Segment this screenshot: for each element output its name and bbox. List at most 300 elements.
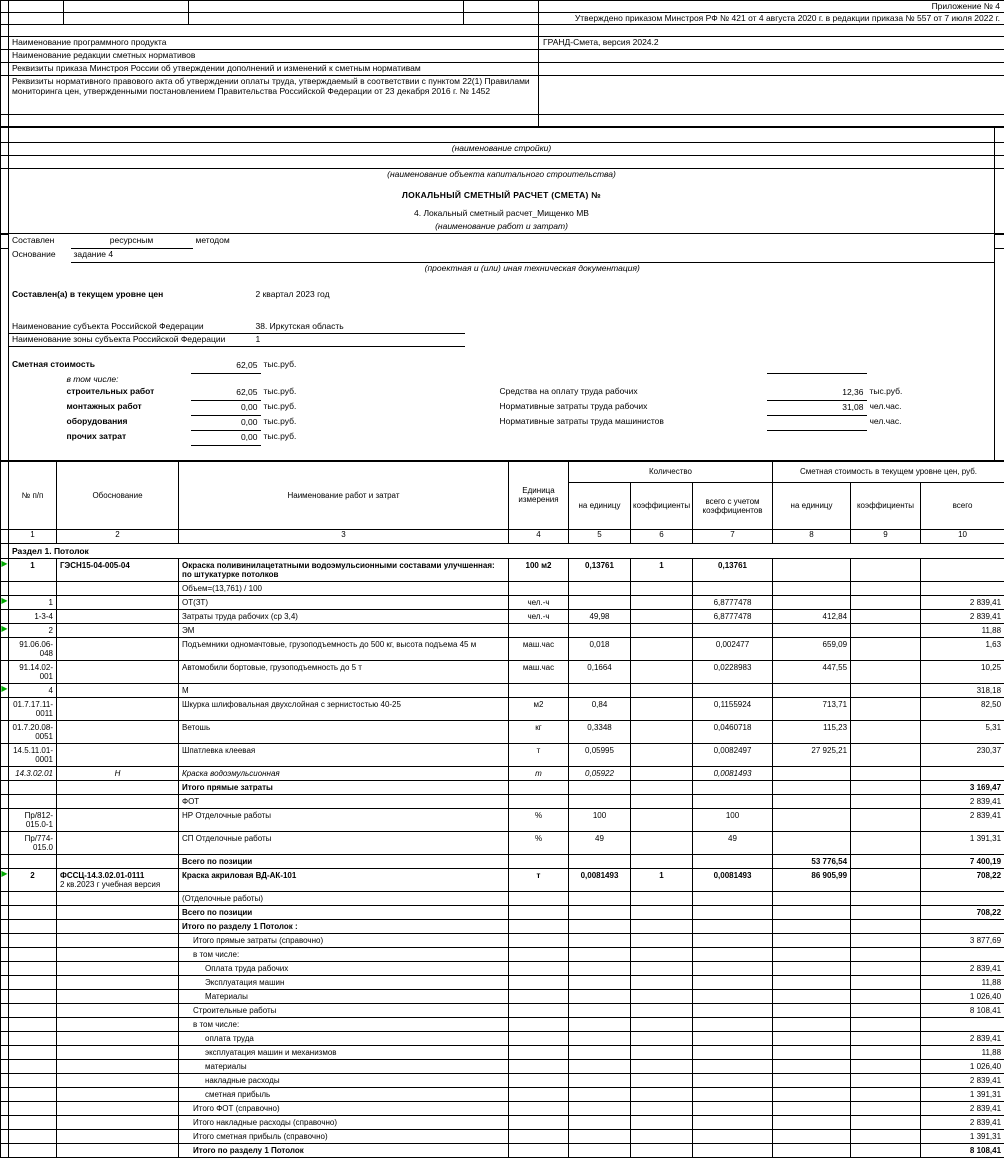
compiled-method-word: методом	[193, 235, 253, 249]
spacer-cell	[925, 431, 995, 446]
table-row[interactable]	[1, 947, 1004, 961]
colnum-9: 9	[851, 529, 921, 543]
table-row[interactable]	[1, 961, 1004, 975]
spacer-cell	[301, 359, 497, 374]
table-row[interactable]	[1, 989, 1004, 1003]
row-cost-total	[921, 891, 1004, 905]
header-margin-cell	[995, 235, 1004, 249]
row-unit: чел.-ч	[509, 595, 569, 609]
compiled-label: Составлен	[9, 235, 71, 249]
table-row[interactable]	[1, 1073, 1004, 1087]
row-name: ФОТ	[179, 794, 509, 808]
row-qty-total	[693, 905, 773, 919]
row-number: 1	[9, 558, 57, 581]
section-flag	[1, 543, 9, 558]
row-cost-per-unit	[773, 595, 851, 609]
row-basis	[57, 660, 179, 683]
table-margin-cell	[1, 529, 9, 543]
row-qty-per-unit: 0,0081493	[569, 868, 631, 891]
row-unit: %	[509, 831, 569, 854]
row-cost-per-unit	[773, 975, 851, 989]
row-basis	[57, 1031, 179, 1045]
row-number: 4	[9, 683, 57, 697]
row-qty-total	[693, 623, 773, 637]
object-name-caption: (наименование объекта капитального строительства)	[9, 169, 995, 183]
row-qty-total	[693, 1059, 773, 1073]
row-qty-coef	[631, 1115, 693, 1129]
row-cost-per-unit: 412,84	[773, 609, 851, 623]
row-qty-per-unit	[569, 595, 631, 609]
row-number: 2	[9, 623, 57, 637]
table-row[interactable]	[1, 794, 1004, 808]
row-cost-coef	[851, 1003, 921, 1017]
row-flag-empty	[1, 780, 9, 794]
row-number	[9, 919, 57, 933]
header-cell	[539, 25, 1004, 37]
header-margin-cell	[995, 143, 1004, 156]
row-cost-per-unit	[773, 831, 851, 854]
row-qty-coef	[631, 623, 693, 637]
row-cost-total: 1 391,31	[921, 831, 1004, 854]
colnum-7: 7	[693, 529, 773, 543]
row-number	[9, 780, 57, 794]
row-qty-total: 0,0082497	[693, 743, 773, 766]
header-cell	[64, 1, 189, 13]
spacer-cell	[9, 401, 64, 416]
software-name-value: ГРАНД-Смета, версия 2024.2	[539, 37, 1004, 50]
row-flag-empty	[1, 975, 9, 989]
row-number	[9, 1101, 57, 1115]
row-qty-total: 100	[693, 808, 773, 831]
summary-right-value: 31,08	[767, 401, 867, 416]
spacer-cell	[9, 304, 995, 321]
header-cell	[9, 25, 539, 37]
row-cost-per-unit	[773, 1059, 851, 1073]
row-qty-coef	[631, 1143, 693, 1157]
row-cost-per-unit	[773, 1087, 851, 1101]
colnum-5: 5	[569, 529, 631, 543]
document-header	[0, 0, 1004, 127]
table-row[interactable]	[1, 831, 1004, 854]
row-qty-total	[693, 1129, 773, 1143]
row-cost-coef	[851, 794, 921, 808]
table-row[interactable]	[1, 891, 1004, 905]
row-basis	[57, 780, 179, 794]
row-qty-coef	[631, 720, 693, 743]
header-margin-cell	[1, 334, 9, 347]
row-qty-coef: 1	[631, 558, 693, 581]
row-qty-total	[693, 1073, 773, 1087]
row-number	[9, 933, 57, 947]
row-qty-total	[693, 1087, 773, 1101]
row-cost-per-unit	[773, 919, 851, 933]
header-margin-cell	[1, 76, 9, 115]
header-margin-cell	[1, 115, 9, 127]
table-row[interactable]	[1, 808, 1004, 831]
row-cost-total: 1 026,40	[921, 1059, 1004, 1073]
approval-note: Утверждено приказом Минстроя РФ № 421 от 4 августа 2020 г. в редакции приказа № 557 от 7 июля 2022 г.	[539, 13, 1004, 25]
header-margin-cell	[1, 289, 9, 304]
row-number	[9, 905, 57, 919]
row-basis	[57, 697, 179, 720]
row-number: 1	[9, 595, 57, 609]
table-row[interactable]	[1, 1115, 1004, 1129]
row-cost-per-unit	[773, 1031, 851, 1045]
spacer-cell	[9, 347, 995, 360]
table-row[interactable]	[1, 868, 1004, 891]
row-qty-total: 6,8777478	[693, 595, 773, 609]
table-row[interactable]	[1, 766, 1004, 780]
row-cost-per-unit	[773, 1129, 851, 1143]
summary-row-label: монтажных работ	[64, 401, 191, 416]
norms-edition-value	[539, 50, 1004, 63]
row-unit	[509, 1059, 569, 1073]
row-qty-total	[693, 581, 773, 595]
row-cost-total: 2 839,41	[921, 595, 1004, 609]
spacer-cell	[497, 374, 767, 387]
row-cost-total: 230,37	[921, 743, 1004, 766]
row-flag-empty	[1, 720, 9, 743]
header-margin-cell	[995, 304, 1004, 321]
row-cost-total: 1 391,31	[921, 1129, 1004, 1143]
header-margin-cell	[995, 321, 1004, 334]
row-qty-coef	[631, 854, 693, 868]
table-row[interactable]	[1, 623, 1004, 637]
row-cost-per-unit	[773, 1101, 851, 1115]
header-margin-cell	[1, 221, 9, 234]
row-number	[9, 947, 57, 961]
col-header-cost-total: всего	[921, 482, 1004, 529]
table-row[interactable]	[1, 780, 1004, 794]
order-details-label: Реквизиты приказа Минстроя России об утверждении дополнений и изменений к сметным нормативам	[9, 63, 539, 76]
colnum-4: 4	[509, 529, 569, 543]
row-name: материалы	[179, 1059, 509, 1073]
row-basis	[57, 905, 179, 919]
row-qty-coef	[631, 1045, 693, 1059]
header-margin-cell	[995, 386, 1004, 401]
row-flag-empty	[1, 581, 9, 595]
row-cost-total: 1,63	[921, 637, 1004, 660]
row-name: М	[179, 683, 509, 697]
row-name: НР Отделочные работы	[179, 808, 509, 831]
table-margin-cell	[1, 461, 9, 529]
compiled-block	[0, 234, 1004, 359]
compiled-method-value[interactable]: ресурсным	[71, 235, 193, 249]
table-row[interactable]	[1, 1143, 1004, 1157]
row-cost-total	[921, 558, 1004, 581]
row-qty-total: 0,0228983	[693, 660, 773, 683]
row-cost-total: 3 169,47	[921, 780, 1004, 794]
row-basis	[57, 1129, 179, 1143]
header-margin-cell	[995, 446, 1004, 461]
row-cost-per-unit	[773, 683, 851, 697]
row-qty-per-unit	[569, 1129, 631, 1143]
row-number	[9, 1045, 57, 1059]
row-qty-total	[693, 1031, 773, 1045]
row-qty-coef	[631, 595, 693, 609]
row-unit	[509, 780, 569, 794]
row-flag-empty	[1, 854, 9, 868]
row-basis	[57, 975, 179, 989]
row-qty-per-unit	[569, 933, 631, 947]
row-name: Шпатлевка клеевая	[179, 743, 509, 766]
header-margin-cell	[1, 401, 9, 416]
row-name: Затраты труда рабочих (ср 3,4)	[179, 609, 509, 623]
summary-right-unit: чел.час.	[867, 401, 925, 416]
row-qty-coef	[631, 794, 693, 808]
row-cost-coef	[851, 609, 921, 623]
table-row[interactable]	[1, 975, 1004, 989]
row-qty-coef	[631, 1017, 693, 1031]
row-basis	[57, 947, 179, 961]
row-basis: ГЭСН15-04-005-04	[57, 558, 179, 581]
row-flag-empty	[1, 1017, 9, 1031]
row-cost-total: 8 108,41	[921, 1143, 1004, 1157]
row-cost-total: 2 839,41	[921, 794, 1004, 808]
row-number	[9, 854, 57, 868]
row-flag-empty	[1, 1031, 9, 1045]
row-cost-total: 2 839,41	[921, 1031, 1004, 1045]
row-cost-per-unit	[773, 1073, 851, 1087]
table-row[interactable]	[1, 1129, 1004, 1143]
header-margin-cell	[995, 374, 1004, 387]
row-cost-coef	[851, 595, 921, 609]
table-row[interactable]	[1, 609, 1004, 623]
row-cost-per-unit	[773, 947, 851, 961]
row-basis	[57, 1017, 179, 1031]
row-cost-per-unit: 86 905,99	[773, 868, 851, 891]
row-number	[9, 891, 57, 905]
works-caption: (наименование работ и затрат)	[9, 221, 995, 234]
row-cost-per-unit	[773, 1045, 851, 1059]
row-cost-total: 1 391,31	[921, 1087, 1004, 1101]
row-qty-coef	[631, 697, 693, 720]
row-qty-coef	[631, 831, 693, 854]
table-row[interactable]	[1, 933, 1004, 947]
documentation-caption: (проектная и (или) иная техническая документация)	[71, 262, 995, 275]
row-qty-total	[693, 683, 773, 697]
table-row[interactable]	[1, 637, 1004, 660]
row-qty-per-unit	[569, 1045, 631, 1059]
row-qty-per-unit	[569, 1017, 631, 1031]
row-qty-coef: 1	[631, 868, 693, 891]
header-margin-cell	[1, 169, 9, 183]
table-row[interactable]	[1, 1045, 1004, 1059]
table-row[interactable]	[1, 743, 1004, 766]
row-flag-empty	[1, 905, 9, 919]
header-margin-cell	[1, 143, 9, 156]
row-qty-coef	[631, 1087, 693, 1101]
row-cost-per-unit	[773, 794, 851, 808]
basis-value[interactable]: задание 4	[71, 249, 995, 263]
colnum-1: 1	[9, 529, 57, 543]
row-qty-total	[693, 780, 773, 794]
spacer-cell	[9, 275, 995, 289]
header-margin-cell	[1, 431, 9, 446]
price-level-label: Составлен(а) в текущем уровне цен	[9, 289, 253, 304]
row-name: Автомобили бортовые, грузоподъемность до 5 т	[179, 660, 509, 683]
row-flag-empty	[1, 831, 9, 854]
row-qty-per-unit	[569, 919, 631, 933]
table-row[interactable]	[1, 595, 1004, 609]
row-flag-empty	[1, 1073, 9, 1087]
row-qty-per-unit	[569, 891, 631, 905]
row-name: Итого по разделу 1 Потолок	[179, 1143, 509, 1157]
table-row[interactable]	[1, 1087, 1004, 1101]
subject-label: Наименование субъекта Российской Федерации	[9, 321, 253, 334]
spacer-cell	[301, 416, 497, 431]
row-unit	[509, 975, 569, 989]
row-basis	[57, 1003, 179, 1017]
header-margin-cell	[1, 63, 9, 76]
row-qty-per-unit	[569, 1031, 631, 1045]
row-unit	[509, 933, 569, 947]
row-number: 14.5.11.01-0001	[9, 743, 57, 766]
row-number	[9, 1129, 57, 1143]
row-qty-per-unit	[569, 1059, 631, 1073]
header-cell	[9, 13, 64, 25]
row-qty-coef	[631, 933, 693, 947]
row-cost-coef	[851, 780, 921, 794]
row-cost-coef	[851, 1087, 921, 1101]
row-cost-total: 5,31	[921, 720, 1004, 743]
row-number	[9, 1115, 57, 1129]
row-qty-coef	[631, 581, 693, 595]
col-header-cost-group: Сметная стоимость в текущем уровне цен, руб.	[773, 461, 1004, 482]
table-row[interactable]	[1, 581, 1004, 595]
legal-act-label: Реквизиты нормативного правового акта об утверждении оплаты труда, утверждаемый в соответствии с пунктом 22(1) Правилами мониторинга цен, утвержденными постановлением Правительства Российской Федерации от 23 декабря 2016 г. № 1452	[9, 76, 539, 115]
row-cost-coef	[851, 743, 921, 766]
row-flag-icon: ▶	[1, 595, 9, 609]
table-row[interactable]	[1, 1017, 1004, 1031]
row-basis	[57, 683, 179, 697]
header-margin-cell	[995, 416, 1004, 431]
spacer-cell	[767, 431, 867, 446]
row-name: ОТ(ЗТ)	[179, 595, 509, 609]
row-qty-per-unit	[569, 1073, 631, 1087]
table-row[interactable]	[1, 905, 1004, 919]
row-unit	[509, 1087, 569, 1101]
table-row[interactable]	[1, 697, 1004, 720]
row-unit	[509, 1031, 569, 1045]
header-margin-cell	[995, 401, 1004, 416]
header-margin-cell	[995, 169, 1004, 183]
header-margin-cell	[1, 249, 9, 263]
row-basis: Н	[57, 766, 179, 780]
row-number	[9, 1087, 57, 1101]
spacer-cell	[9, 374, 64, 387]
object-name-field	[9, 156, 995, 169]
row-basis	[57, 1101, 179, 1115]
row-unit: кг	[509, 720, 569, 743]
row-cost-total: 2 839,41	[921, 808, 1004, 831]
row-unit	[509, 1129, 569, 1143]
price-level-value: 2 квартал 2023 год	[253, 289, 465, 304]
table-row[interactable]	[1, 1031, 1004, 1045]
row-qty-per-unit: 49	[569, 831, 631, 854]
row-cost-coef	[851, 975, 921, 989]
table-row[interactable]	[1, 1101, 1004, 1115]
norms-edition-label: Наименование редакции сметных нормативов	[9, 50, 539, 63]
row-name: Подъемники одномачтовые, грузоподъемность до 500 кг, высота подъема 45 м	[179, 637, 509, 660]
row-cost-per-unit	[773, 623, 851, 637]
table-row[interactable]	[1, 660, 1004, 683]
row-unit	[509, 794, 569, 808]
row-flag-empty	[1, 1143, 9, 1157]
row-qty-total	[693, 891, 773, 905]
row-unit	[509, 1101, 569, 1115]
row-qty-total	[693, 794, 773, 808]
row-cost-total: 2 839,41	[921, 1115, 1004, 1129]
table-row[interactable]	[1, 1059, 1004, 1073]
row-qty-coef	[631, 766, 693, 780]
table-row[interactable]	[1, 720, 1004, 743]
table-row[interactable]	[1, 854, 1004, 868]
colnum-2: 2	[57, 529, 179, 543]
col-header-qty-per-unit: на единицу	[569, 482, 631, 529]
row-number: 91.06.06-048	[9, 637, 57, 660]
row-basis	[57, 637, 179, 660]
row-flag-empty	[1, 1059, 9, 1073]
col-header-qty-coef: коэффициенты	[631, 482, 693, 529]
row-qty-total	[693, 933, 773, 947]
table-row[interactable]	[1, 1003, 1004, 1017]
spacer-cell	[253, 235, 331, 249]
row-cost-coef	[851, 891, 921, 905]
row-unit: чел.-ч	[509, 609, 569, 623]
row-flag-empty	[1, 1003, 9, 1017]
table-row[interactable]	[1, 919, 1004, 933]
col-header-qty-group: Количество	[569, 461, 773, 482]
section-title: Раздел 1. Потолок	[9, 543, 1004, 558]
row-flag-empty	[1, 961, 9, 975]
summary-right-label: Нормативные затраты труда рабочих	[497, 401, 767, 416]
row-cost-coef	[851, 831, 921, 854]
row-qty-total	[693, 1143, 773, 1157]
row-name: Всего по позиции	[179, 854, 509, 868]
colnum-8: 8	[773, 529, 851, 543]
row-basis	[57, 961, 179, 975]
page-subtitle: 4. Локальный сметный расчет_Мищенко МВ	[9, 208, 995, 221]
row-qty-per-unit: 0,05922	[569, 766, 631, 780]
spacer-cell	[925, 416, 995, 431]
table-row[interactable]	[1, 558, 1004, 581]
row-qty-coef	[631, 975, 693, 989]
row-cost-coef	[851, 1017, 921, 1031]
row-cost-total: 10,25	[921, 660, 1004, 683]
row-number: 14.3.02.01	[9, 766, 57, 780]
row-basis	[57, 854, 179, 868]
spacer-cell	[497, 359, 767, 374]
total-cost-value: 62,05	[191, 359, 261, 374]
row-basis	[57, 1059, 179, 1073]
spacer-cell	[9, 431, 64, 446]
row-flag-empty	[1, 933, 9, 947]
table-row[interactable]	[1, 683, 1004, 697]
row-qty-per-unit: 0,13761	[569, 558, 631, 581]
row-qty-coef	[631, 1101, 693, 1115]
legal-act-value	[539, 76, 1004, 115]
row-cost-per-unit	[773, 780, 851, 794]
header-margin-cell	[1, 1, 9, 13]
spacer-cell	[925, 359, 995, 374]
row-cost-coef	[851, 933, 921, 947]
spacer-cell	[465, 235, 995, 249]
row-unit	[509, 891, 569, 905]
row-qty-per-unit	[569, 947, 631, 961]
summary-row-unit: тыс.руб.	[261, 416, 301, 431]
header-margin-cell	[1, 446, 9, 461]
